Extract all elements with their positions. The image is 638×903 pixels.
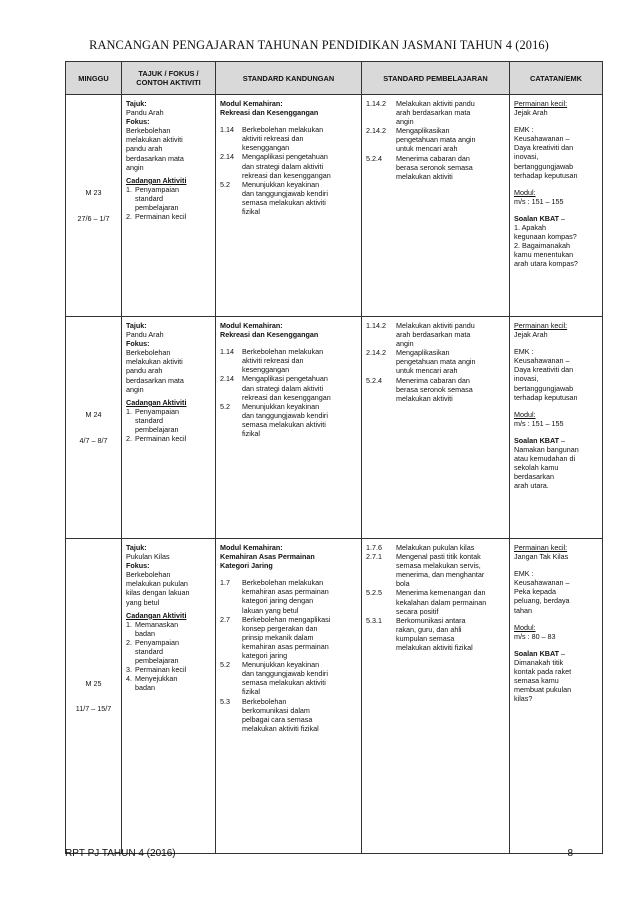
emk-line: Keusahawanan – [514,356,570,366]
kbat-line: arah utara. [514,481,549,491]
cadangan-label: Cadangan Aktiviti [126,397,187,407]
kbat-line: berdasarkan [514,472,554,482]
sk-line: berkomunikasi dalam [242,705,310,715]
cadangan-line: pembelajaran [135,656,179,666]
cadangan-number: 1. [126,619,132,629]
sp-line: pengetahuan mata angin [396,357,476,367]
sp-line: kumpulan semasa [396,633,455,643]
sp-line: bola [396,579,410,589]
standard-pembelajaran-cell [362,317,510,539]
kbat-line: kontak pada raket [514,667,572,677]
sk-line: pelbagai cara semasa [242,714,313,724]
spacer [220,570,357,578]
cadangan-number: 3. [126,665,132,675]
modul-kemahiran-label: Modul Kemahiran: [220,321,283,330]
fokus-line: pandu arah [126,144,163,154]
sk-text [242,180,357,216]
sp-line: Mengaplikasikan [396,126,450,136]
modul-name: Rekreasi dan Kesenggangan [220,330,319,340]
permainan-value: Jejak Arah [514,330,548,340]
sk-item [220,578,357,614]
emk-line: inovasi, [514,152,539,162]
sp-line: Melakukan aktiviti pandu [396,99,475,108]
sk-number: 5.2 [220,401,230,411]
emk-line: Daya kreativiti dan [514,365,574,375]
kbat-heading [514,436,598,445]
sk-item [220,402,357,438]
cadangan-number: 1. [126,184,132,194]
cadangan-item [126,407,211,434]
modul-kemahiran-label: Modul Kemahiran: [220,543,283,552]
cadangan-line: standard [135,647,163,657]
cadangan-line: Penyampaian [135,637,179,647]
table-header-row [66,62,603,95]
sk-line: fizikal [242,429,260,439]
sk-line: Berkebolehan melakukan [242,125,324,135]
modul-name: Rekreasi dan Kesenggangan [220,108,319,118]
modul-label: Modul: [514,409,536,419]
sk-line: rekreasi dan kesenggangan [242,392,331,402]
sk-line: lakuan yang betul [242,605,299,615]
catatan-cell [510,95,603,317]
emk-line: bertanggungjawab [514,383,574,393]
permainan-value: Jejak Arah [514,108,548,118]
fokus-line: melakukan pukulan [126,579,188,589]
sp-line: arah berdasarkan mata [396,330,471,340]
sk-number: 1.7 [220,578,230,588]
sp-text [396,543,505,552]
sp-line: Menerima cabaran dan [396,375,470,385]
sp-item [366,321,505,348]
cadangan-number: 4. [126,674,132,684]
kbat-line: Namakan bangunan [514,445,579,455]
sk-text [242,578,357,614]
cadangan-line: Penyampaian [135,184,179,194]
sp-text [396,552,505,588]
cadangan-item [126,674,211,692]
fokus-line: melakukan aktiviti [126,357,183,367]
modul-kemahiran-label: Modul Kemahiran: [220,99,283,108]
sp-text [396,588,505,615]
kbat-line: Dimanakah titik [514,657,564,667]
spacer [514,117,598,125]
sk-number: 5.2 [220,179,230,189]
emk-label: EMK : [514,347,534,357]
sp-number: 1.7.6 [366,543,382,552]
cadangan-text [135,407,211,434]
fokus-line: Berkebolehan [126,126,171,136]
emk-line: bertanggungjawab [514,161,574,171]
sp-item [366,126,505,153]
week-number: M 23 [85,188,102,198]
sp-number: 2.7.1 [366,552,382,562]
cadangan-line: Permainan kecil [135,434,187,444]
sp-number: 5.2.5 [366,588,382,598]
tajuk-cell [122,539,216,854]
table-row [66,539,603,854]
cadangan-text [135,434,211,443]
sk-text [242,402,357,438]
sk-line: Menunjukkan keyakinan [242,179,320,189]
week-cell [66,539,122,854]
week-cell [66,317,122,539]
sp-number: 2.14.2 [366,348,386,358]
cadangan-line: Memanaskan [135,619,179,629]
sk-line: kategori jaring [242,651,288,661]
sk-number: 1.14 [220,347,234,357]
sp-line: angin [396,117,414,127]
sp-line: kekalahan dalam permainan [396,597,487,607]
sk-text [242,660,357,696]
spacer [514,641,598,649]
cadangan-item [126,638,211,665]
cadangan-line: pembelajaran [135,425,179,435]
sk-text [242,152,357,179]
header-tajuk: TAJUK / FOKUS / CONTOH AKTIVITI [122,62,216,95]
kbat-line: 1. Apakah [514,223,546,233]
emk-line: Keusahawanan – [514,134,570,144]
sk-line: Berkebolehan mengaplikasi [242,614,331,624]
emk-line: Keusahawanan – [514,578,570,588]
fokus-line: angin [126,384,144,394]
sp-item [366,616,505,652]
table-row [66,95,603,317]
sk-line: semasa melakukan aktiviti [242,419,326,429]
sk-line: Menunjukkan keyakinan [242,401,320,411]
sk-line: aktiviti rekreasi dan [242,356,304,366]
tajuk-label: Tajuk: [126,99,147,108]
sk-item [220,125,357,152]
standard-pembelajaran-cell [362,539,510,854]
sk-line: dan tanggungjawab kendiri [242,410,328,420]
sk-line: kemahiran asas permainan [242,641,329,651]
sp-line: Melakukan aktiviti pandu [396,321,475,330]
table-row [66,317,603,539]
sp-line: pengetahuan mata angin [396,135,476,145]
sp-text [396,154,505,181]
header-standard-pembelajaran: STANDARD PEMBELAJARAN [362,62,510,95]
fokus-line: melakukan aktiviti [126,135,183,145]
sk-line: dan tanggungjawab kendiri [242,669,328,679]
modul-pages: m/s : 80 – 83 [514,631,556,641]
kbat-line: membuat pukulan [514,685,572,695]
sk-line: dan strategi dalam aktiviti [242,161,324,171]
tajuk-value: Pukulan Kilas [126,552,170,562]
kbat-dash: – [559,648,565,658]
sk-line: kategori jaring dengan [242,596,314,606]
sp-line: Menerima cabaran dan [396,153,470,163]
kbat-line: arah utara kompas? [514,259,578,269]
sp-text [396,321,505,348]
spacer [514,615,598,623]
emk-label: EMK : [514,125,534,135]
modul-label: Modul: [514,622,536,632]
sk-line: semasa melakukan aktiviti [242,197,326,207]
spacer [514,206,598,214]
cadangan-item [126,665,211,674]
week-number: M 24 [85,410,102,420]
week-dates: 11/7 – 15/7 [75,704,112,713]
sp-number: 1.14.2 [366,99,386,108]
sk-item [220,374,357,401]
standard-kandungan-cell [216,95,362,317]
fokus-label: Fokus: [126,561,150,571]
footer-page-number: 8 [567,848,573,859]
sp-line: Menerima kemenangan dan [396,588,486,598]
week-number: M 25 [85,678,102,688]
kbat-heading [514,214,598,223]
sk-line: melakukan aktiviti fizikal [242,723,319,733]
sp-item [366,348,505,375]
header-standard-kandungan: STANDARD KANDUNGAN [216,62,362,95]
fokus-line: berdasarkan mata [126,153,184,163]
sk-number: 5.3 [220,696,230,706]
spacer [514,561,598,569]
sk-item [220,660,357,696]
kbat-line: kilas? [514,694,533,704]
cadangan-line: Menyejukkan [135,674,178,684]
cadangan-item [126,434,211,443]
sk-item [220,180,357,216]
emk-line: terhadap keputusan [514,392,578,402]
header-catatan: CATATAN/EMK [510,62,603,95]
sk-number: 2.7 [220,614,230,624]
fokus-label: Fokus: [126,339,150,349]
modul-name: Kategori Jaring [220,561,273,571]
cadangan-line: standard [135,193,163,203]
sk-line: rekreasi dan kesenggangan [242,170,331,180]
sk-line: konsep pergerakan dan [242,623,318,633]
cadangan-line: pembelajaran [135,203,179,213]
kbat-line: kamu menentukan [514,250,574,260]
sp-number: 5.3.1 [366,615,382,625]
kbat-label: Soalan KBAT [514,213,559,223]
fokus-line: Berkebolehan [126,570,171,580]
modul-pages: m/s : 151 – 155 [514,418,564,428]
cadangan-text [135,638,211,665]
permainan-label: Permainan kecil: [514,543,568,552]
emk-line: terhadap keputusan [514,170,578,180]
cadangan-label: Cadangan Aktiviti [126,610,187,620]
kbat-dash: – [559,213,565,223]
sk-line: Menunjukkan keyakinan [242,660,320,670]
cadangan-line: badan [135,683,155,693]
sp-line: menerima, dan menghantar [396,570,485,580]
sk-text [242,615,357,660]
cadangan-item [126,620,211,638]
fokus-line: pandu arah [126,366,163,376]
kbat-line: 2. Bagaimanakah [514,241,570,251]
catatan-cell [510,539,603,854]
sk-line: Mengaplikasi pengetahuan [242,374,328,384]
sk-number: 2.14 [220,374,234,384]
sp-item [366,543,505,552]
cadangan-line: badan [135,628,155,638]
standard-kandungan-cell [216,539,362,854]
emk-label: EMK : [514,569,534,579]
kbat-heading [514,649,598,658]
modul-pages: m/s : 151 – 155 [514,196,564,206]
spacer [220,339,357,347]
kbat-line: atau kemudahan di [514,454,576,464]
sk-number: 5.2 [220,660,230,670]
cadangan-number: 2. [126,212,132,222]
catatan-cell [510,317,603,539]
cadangan-text [135,674,211,692]
standard-kandungan-cell [216,317,362,539]
sp-item [366,99,505,126]
sp-text [396,348,505,375]
sp-number: 2.14.2 [366,126,386,136]
sp-line: angin [396,339,414,349]
sp-item [366,552,505,588]
spacer [514,180,598,188]
cadangan-text [135,185,211,212]
sk-line: kemahiran asas permainan [242,587,329,597]
cadangan-text [135,212,211,221]
cadangan-number: 2. [126,434,132,444]
fokus-line: berdasarkan mata [126,375,184,385]
footer-doc-name: RPT PJ TAHUN 4 (2016) [65,848,176,859]
sk-line: kesenggangan [242,143,290,153]
tajuk-cell [122,317,216,539]
permainan-value: Jangan Tak Kilas [514,552,569,562]
sk-line: prinsip mekanik dalam [242,632,314,642]
sp-line: rakan, guru, dan ahli [396,624,462,634]
week-cell [66,95,122,317]
sk-number: 1.14 [220,125,234,135]
sk-item [220,152,357,179]
standard-pembelajaran-cell [362,95,510,317]
cadangan-line: Permainan kecil [135,212,187,222]
sk-text [242,697,357,733]
permainan-label: Permainan kecil: [514,321,568,330]
sk-line: dan strategi dalam aktiviti [242,383,324,393]
modul-name: Kemahiran Asas Permainan [220,552,315,562]
sp-number: 5.2.4 [366,153,382,163]
sp-line: Mengaplikasikan [396,348,450,358]
sk-line: semasa melakukan aktiviti [242,678,326,688]
tajuk-label: Tajuk: [126,543,147,552]
sp-line: berasa seronok semasa [396,162,473,172]
tajuk-label: Tajuk: [126,321,147,330]
sp-line: untuk mencari arah [396,366,458,376]
sk-number: 2.14 [220,152,234,162]
spacer [514,428,598,436]
cadangan-item [126,185,211,212]
kbat-line: semasa kamu [514,676,559,686]
cadangan-line: standard [135,415,163,425]
cadangan-number: 1. [126,406,132,416]
cadangan-line: Penyampaian [135,406,179,416]
sp-line: berasa seronok semasa [396,384,473,394]
sp-line: arah berdasarkan mata [396,108,471,118]
lesson-plan-table [65,61,603,854]
emk-line: tahan [514,605,532,615]
sk-line: dan tanggungjawab kendiri [242,188,328,198]
kbat-line: kegunaan kompas? [514,232,577,242]
fokus-line: Berkebolehan [126,348,171,358]
sk-line: fizikal [242,207,260,217]
sp-line: melakukan aktiviti [396,171,453,181]
permainan-label: Permainan kecil: [514,99,568,108]
spacer [514,339,598,347]
kbat-dash: – [559,435,565,445]
sp-item [366,154,505,181]
week-dates: 4/7 – 8/7 [79,435,108,445]
sk-item [220,615,357,660]
week-dates: 27/6 – 1/7 [77,213,110,223]
spacer [220,117,357,125]
sk-line: Berkebolehan melakukan [242,347,324,357]
sp-line: semasa melakukan servis, [396,561,481,571]
sp-line: Melakukan pukulan kilas [396,543,475,552]
kbat-label: Soalan KBAT [514,435,559,445]
sk-line: Mengaplikasi pengetahuan [242,152,328,162]
tajuk-cell [122,95,216,317]
sp-line: melakukan aktiviti fizikal [396,643,473,653]
kbat-line: sekolah kamu [514,463,559,473]
fokus-label: Fokus: [126,117,150,127]
sk-item [220,347,357,374]
emk-line: peluang, berdaya [514,596,570,606]
fokus-line: yang betul [126,597,160,607]
sp-line: Mengenal pasti titik kontak [396,552,481,562]
sp-line: Berkomunikasi antara [396,615,466,625]
header-minggu: MINGGU [66,62,122,95]
sp-text [396,126,505,153]
page-title: RANCANGAN PENGAJARAN TAHUNAN PENDIDIKAN JASMANI TAHUN 4 (2016) [89,38,549,52]
sk-line: fizikal [242,687,260,697]
sp-line: untuk mencari arah [396,144,458,154]
emk-line: Peka kepada [514,587,556,597]
sp-line: secara positif [396,606,439,616]
sk-line: kesenggangan [242,365,290,375]
spacer [514,402,598,410]
fokus-line: kilas dengan lakuan [126,588,190,598]
tajuk-value: Pandu Arah [126,108,164,118]
kbat-label: Soalan KBAT [514,648,559,658]
fokus-line: angin [126,162,144,172]
sp-text [396,376,505,403]
emk-line: inovasi, [514,374,539,384]
tajuk-value: Pandu Arah [126,330,164,340]
modul-label: Modul: [514,187,536,197]
sk-text [242,347,357,374]
cadangan-item [126,212,211,221]
sp-line: melakukan aktiviti [396,393,453,403]
sk-line: aktiviti rekreasi dan [242,134,304,144]
sp-item [366,376,505,403]
sp-number: 5.2.4 [366,375,382,385]
sp-item [366,588,505,615]
cadangan-label: Cadangan Aktiviti [126,175,187,185]
sp-number: 1.14.2 [366,321,386,330]
sp-text [396,99,505,126]
sk-text [242,374,357,401]
cadangan-text [135,665,211,674]
sk-item [220,697,357,733]
cadangan-number: 2. [126,637,132,647]
cadangan-line: Permainan kecil [135,665,187,675]
sk-line: Berkebolehan [242,696,287,706]
sk-text [242,125,357,152]
sp-text [396,616,505,652]
sk-line: Berkebolehan melakukan [242,578,324,588]
cadangan-text [135,620,211,638]
emk-line: Daya kreativiti dan [514,143,574,153]
